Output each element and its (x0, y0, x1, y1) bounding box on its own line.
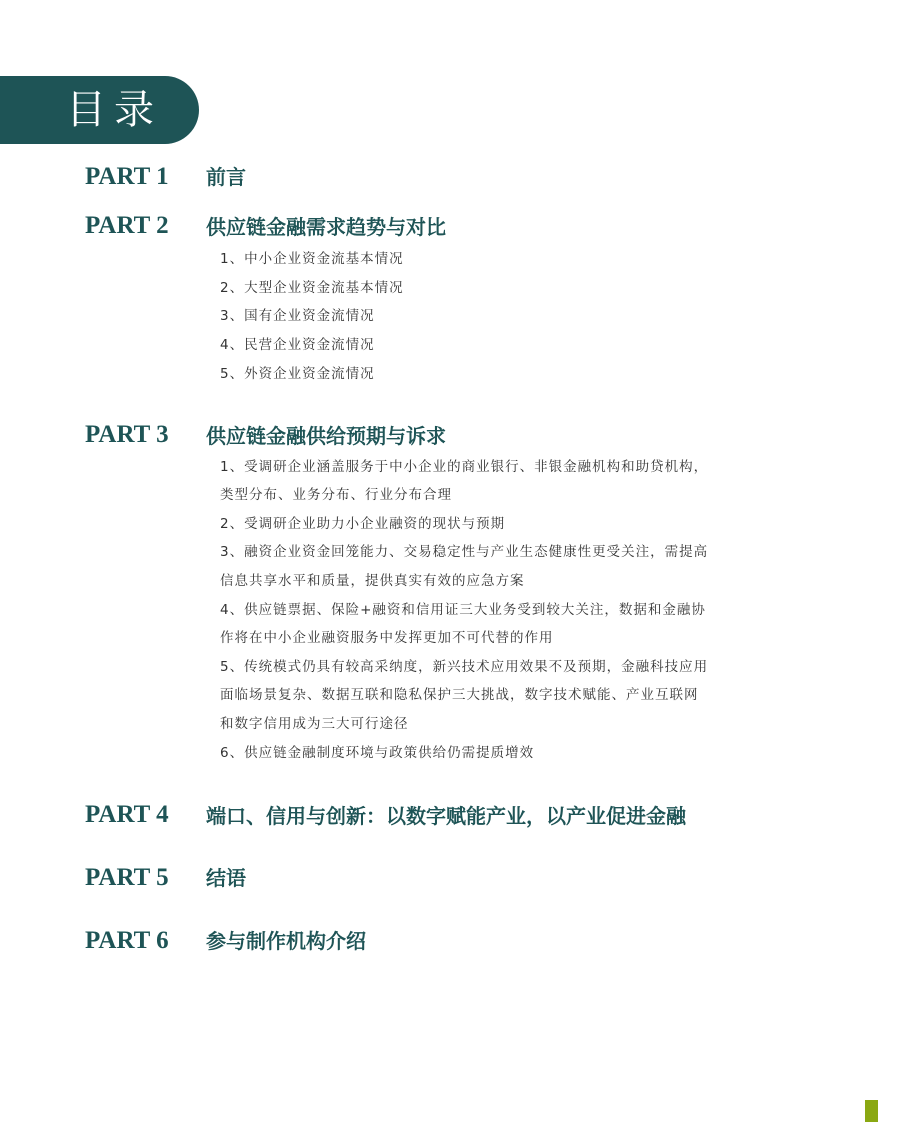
part-3-item: 面临场景复杂、数据互联和隐私保护三大挑战，数字技术赋能、产业互联网 (220, 687, 699, 703)
part-3-item: 6、供应链金融制度环境与政策供给仍需提质增效 (220, 745, 535, 761)
part-5-title: 结语 (206, 866, 246, 890)
part-2-item: 1、中小企业资金流基本情况 (220, 251, 404, 267)
part-3-title: 供应链金融供给预期与诉求 (206, 424, 446, 448)
part-4-title: 端口、信用与创新：以数字赋能产业，以产业促进金融 (206, 804, 686, 828)
part-2-item: 2、大型企业资金流基本情况 (220, 280, 404, 296)
part-2-item: 3、国有企业资金流情况 (220, 308, 375, 324)
part-3-item: 作将在中小企业融资服务中发挥更加不可代替的作用 (220, 630, 554, 646)
part-3-label: PART 3 (85, 421, 169, 448)
part-3-item: 1、受调研企业涵盖服务于中小企业的商业银行、非银金融机构和助贷机构， (220, 459, 709, 475)
part-6-title: 参与制作机构介绍 (206, 929, 366, 953)
part-3-item: 信息共享水平和质量，提供真实有效的应急方案 (220, 573, 525, 589)
part-5-label: PART 5 (85, 864, 169, 891)
part-3-item: 4、供应链票据、保险+融资和信用证三大业务受到较大关注，数据和金融协 (220, 602, 706, 618)
part-3-item: 2、受调研企业助力小企业融资的现状与预期 (220, 516, 506, 532)
part-6-label: PART 6 (85, 927, 169, 954)
part-3-item: 5、传统模式仍具有较高采纳度，新兴技术应用效果不及预期，金融科技应用 (220, 659, 709, 675)
part-4-label: PART 4 (85, 801, 169, 828)
part-3-item: 和数字信用成为三大可行途径 (220, 716, 409, 732)
part-1-label: PART 1 (85, 163, 169, 190)
part-2-item: 5、外资企业资金流情况 (220, 366, 375, 382)
page-corner-mark (865, 1100, 878, 1122)
part-3-item: 3、融资企业资金回笼能力、交易稳定性与产业生态健康性更受关注，需提高 (220, 544, 709, 560)
part-1-title: 前言 (206, 165, 246, 189)
part-2-label: PART 2 (85, 212, 169, 239)
part-2-title: 供应链金融需求趋势与对比 (206, 215, 446, 239)
part-2-item: 4、民营企业资金流情况 (220, 337, 375, 353)
part-3-item: 类型分布、业务分布、行业分布合理 (220, 487, 452, 503)
page-title: 目录 (66, 87, 162, 133)
